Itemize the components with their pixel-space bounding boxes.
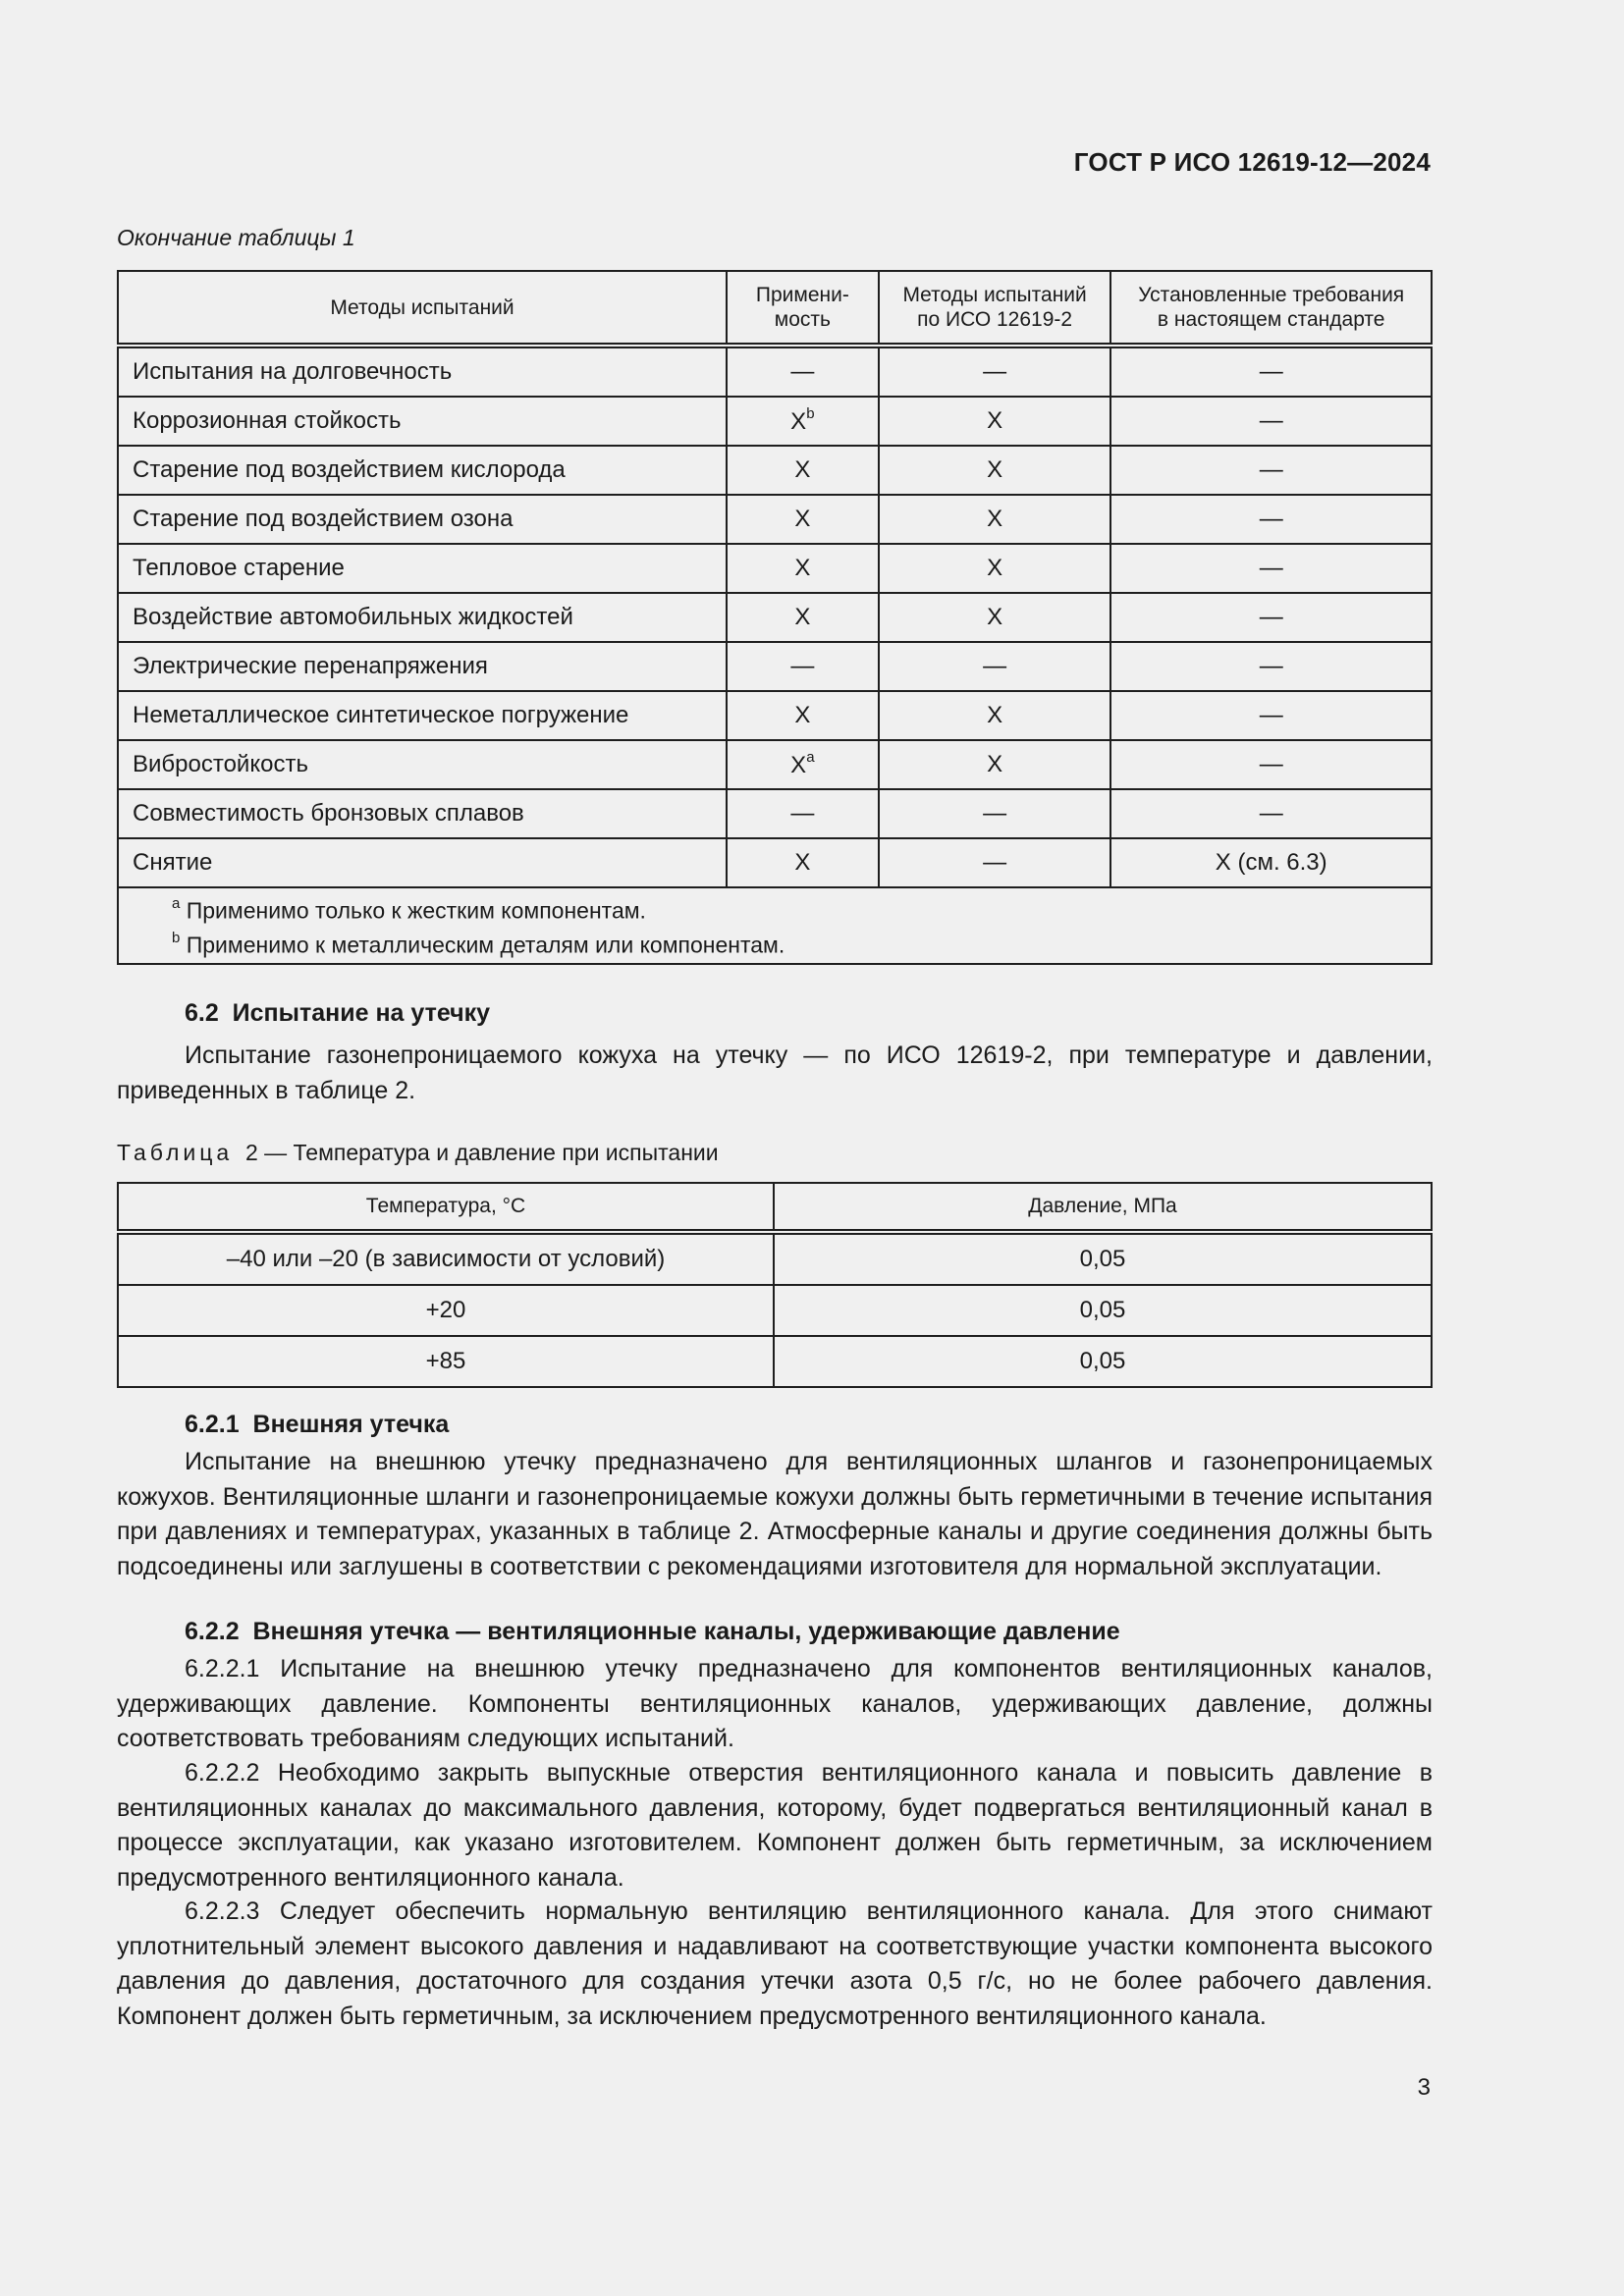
method-cell: Тепловое старение [118, 544, 727, 593]
section-heading-6-2-1: 6.2.1 Внешняя утечка [185, 1411, 450, 1438]
applicability-cell [727, 642, 879, 691]
iso-method-cell: — [879, 346, 1111, 397]
method-cell: Электрические перенапряжения [118, 642, 727, 691]
table-row [118, 691, 1432, 740]
applicability-value: — [790, 800, 815, 827]
table-row [118, 346, 1432, 397]
table-row [118, 446, 1432, 495]
applicability-cell [727, 397, 879, 446]
requirement-cell: — [1110, 593, 1432, 642]
applicability-cell [727, 446, 879, 495]
method-cell: Старение под воздействием озона [118, 495, 727, 544]
column-header-temperature: Температура, °C [118, 1183, 774, 1232]
applicability-value: X [794, 456, 811, 483]
section-heading-6-2: 6.2 Испытание на утечку [185, 999, 491, 1027]
iso-method-cell: X [879, 691, 1111, 740]
requirement-cell: — [1110, 397, 1432, 446]
iso-method-cell: X [879, 544, 1111, 593]
temperature-cell: +85 [118, 1336, 774, 1387]
paragraph-6-2-2-3: 6.2.2.3 Следует обеспечить нормальную вентиляцию вентиляционного канала. Для этого снимают уплотнительный элемент высокого давления и надавливают на соответствующие участки компонента высокого давления до давления, достаточного для создания утечки азота 0,5 г/с, но не более рабочего давления. Компонент должен быть герметичным, за исключением предусмотренного вентиляционного канала. [117, 1897, 1433, 2030]
applicability-value: — [790, 358, 815, 385]
table-notes-row [118, 887, 1432, 964]
requirement-cell: — [1110, 789, 1432, 838]
section-heading-6-2-2: 6.2.2 Внешняя утечка — вентиляционные каналы, удерживающие давление [185, 1618, 1120, 1645]
applicability-cell [727, 495, 879, 544]
table-row [118, 642, 1432, 691]
iso-method-cell: — [879, 642, 1111, 691]
table-header-row [118, 271, 1432, 346]
method-cell: Старение под воздействием кислорода [118, 446, 727, 495]
method-cell: Коррозионная стойкость [118, 397, 727, 446]
applicability-value: X [794, 702, 811, 728]
method-cell: Неметаллическое синтетическое погружение [118, 691, 727, 740]
table1-caption: Окончание таблицы 1 [117, 225, 355, 250]
iso-method-cell: — [879, 789, 1111, 838]
method-cell: Вибростойкость [118, 740, 727, 789]
table2-caption: Таблица 2 — Температура и давление при испытании [117, 1140, 719, 1165]
table-row [118, 838, 1432, 887]
table-row [118, 544, 1432, 593]
applicability-value: — [790, 653, 815, 679]
requirement-cell: — [1110, 642, 1432, 691]
column-header-requirements: Установленные требования в настоящем стандарте [1110, 271, 1432, 346]
pressure-cell: 0,05 [774, 1285, 1432, 1336]
requirement-cell: — [1110, 495, 1432, 544]
column-header-pressure: Давление, МПа [774, 1183, 1432, 1232]
pressure-cell: 0,05 [774, 1336, 1432, 1387]
applicability-value: X [794, 506, 811, 532]
column-header-iso-methods: Методы испытаний по ИСО 12619-2 [879, 271, 1111, 346]
column-header-methods: Методы испытаний [118, 271, 727, 346]
page-number: 3 [1417, 2074, 1431, 2101]
applicability-value: X [794, 555, 811, 581]
iso-method-cell: X [879, 740, 1111, 789]
table-header-row [118, 1183, 1432, 1232]
iso-method-cell: X [879, 495, 1111, 544]
column-header-applicability: Примени- мость [727, 271, 879, 346]
section-6-2-text: Испытание газонепроницаемого кожуха на утечку — по ИСО 12619-2, при температуре и давлении, приведенных в таблице 2. [117, 1041, 1433, 1104]
applicability-cell [727, 346, 879, 397]
requirement-cell: — [1110, 740, 1432, 789]
applicability-cell [727, 544, 879, 593]
method-cell: Испытания на долговечность [118, 346, 727, 397]
applicability-cell [727, 593, 879, 642]
iso-method-cell: X [879, 446, 1111, 495]
table-row [118, 1232, 1432, 1285]
method-cell: Воздействие автомобильных жидкостей [118, 593, 727, 642]
method-cell: Снятие [118, 838, 727, 887]
temperature-cell: +20 [118, 1285, 774, 1336]
table-row [118, 495, 1432, 544]
table-row [118, 789, 1432, 838]
requirement-cell: — [1110, 544, 1432, 593]
applicability-value: X [790, 407, 807, 435]
table-row [118, 1285, 1432, 1336]
applicability-value: X [790, 751, 807, 778]
table-notes [118, 887, 1432, 964]
table-row [118, 1336, 1432, 1387]
test-methods-table [117, 270, 1433, 965]
applicability-value: X [794, 604, 811, 630]
applicability-value: X [794, 849, 811, 876]
table-row [118, 740, 1432, 789]
table-note: $^b$ Применимо к металлическим деталям или компонентам. [172, 930, 785, 958]
requirement-cell: — [1110, 446, 1432, 495]
method-cell: Совместимость бронзовых сплавов [118, 789, 727, 838]
temperature-cell: –40 или –20 (в зависимости от условий) [118, 1232, 774, 1285]
paragraph-6-2-2-2: 6.2.2.2 Необходимо закрыть выпускные отверстия вентиляционного канала и повысить давление в вентиляционных каналах до максимального давления, которому, будет подвергаться вентиляционный канал в процессе эксплуатации, как указано изготовителем. Компонент должен быть герметичным, за исключением предусмотренного вентиляционного канала. [117, 1759, 1433, 1892]
applicability-cell [727, 691, 879, 740]
iso-method-cell: X [879, 593, 1111, 642]
iso-method-cell: X [879, 397, 1111, 446]
applicability-cell [727, 789, 879, 838]
iso-method-cell: — [879, 838, 1111, 887]
table-row [118, 397, 1432, 446]
document-code: ГОСТ Р ИСО 12619-12—2024 [1073, 147, 1431, 177]
requirement-cell: — [1110, 346, 1432, 397]
section-6-2-1-text: Испытание на внешнюю утечку предназначено для вентиляционных шлангов и газонепроницаемых кожухов. Вентиляционные шланги и газонепроницаемые кожухи должны быть герметичными в течение испытания при давлениях и температурах, указанных в таблице 2. Атмосферные каналы и другие соединения должны быть подсоединены или заглушены в соответствии с рекомендациями изготовителя для нормальной эксплуатации. [117, 1448, 1433, 1580]
temperature-pressure-table [117, 1182, 1433, 1388]
table-note: $^a$ Применимо только к жестким компонентам. [172, 895, 646, 924]
footnote-mark: b [806, 404, 815, 422]
applicability-cell [727, 838, 879, 887]
table-row [118, 593, 1432, 642]
applicability-cell [727, 740, 879, 789]
requirement-cell: — [1110, 691, 1432, 740]
pressure-cell: 0,05 [774, 1232, 1432, 1285]
paragraph-6-2-2-1: 6.2.2.1 Испытание на внешнюю утечку предназначено для компонентов вентиляционных каналов, удерживающих давление. Компоненты вентиляционных каналов, удерживающих давление, должны соответствовать требованиям следующих испытаний. [117, 1655, 1433, 1752]
requirement-cell: X (см. 6.3) [1110, 838, 1432, 887]
footnote-mark: a [806, 748, 815, 766]
